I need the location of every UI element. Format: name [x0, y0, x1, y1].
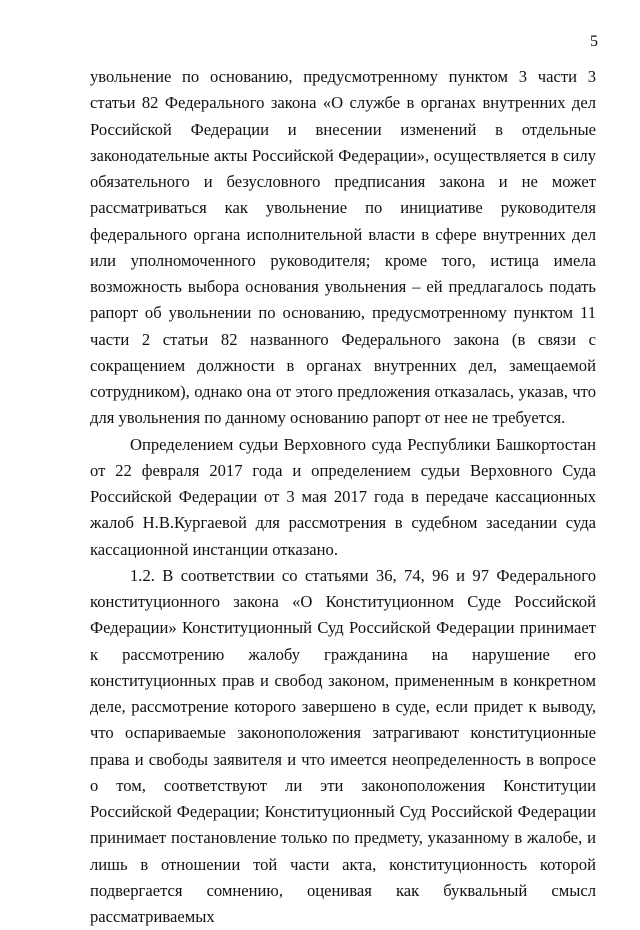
paragraph-court-ruling: Определением судьи Верховного суда Республики Башкортостан от 22 февраля 2017 года и определением судьи Верховного Суда Российской Федерации от 3 мая 2017 года в передаче кассационных жалоб Н.В.Кургаевой для рассмотрения в судебном заседании суда кассационной инстанции отказано.: [90, 434, 596, 559]
paragraph-continuation: увольнение по основанию, предусмотренному пунктом 3 части 3 статьи 82 Федерального закона «О службе в органах внутренних дел Российской Федерации и внесении изменений в отдельные законодательные акты Российской Федерации», осуществляется в силу обязательного и безусловного предписания закона и не может рассматриваться как увольнение по инициативе руководителя федерального органа исполнительной власти в сфере внутренних дел или уполномоченного руководителя; кроме того, истица имела возможность выбора основания увольнения – ей предлагалось подать рапорт об увольнении по основанию, предусмотренному пунктом 11 части 2 статьи 82 названного Федерального закона (в связи с сокращением должности в органах внутренних дел, замещаемой сотрудником), однако она от этого предложения отказалась, указав, что для увольнения по данному основанию рапорт от нее не требуется.: [90, 67, 596, 428]
paragraph-section-1-2: 1.2. В соответствии со статьями 36, 74, 96 и 97 Федерального конституционного закона «О Конституционном Суде Российской Федерации» Конституционный Суд Российской Федерации принимает к рассмотрению жалобу гражданина на нарушение его конституционных прав и свобод законом, примененным в конкретном деле, рассмотрение которого завершено в суде, если придет к выводу, что оспариваемые законоположения затрагивают конституционные права и свободы заявителя и что имеется неопределенность в вопросе о том, соответствуют ли эти законоположения Конституции Российской Федерации; Конституционный Суд Российской Федерации принимает постановление только по предмету, указанному в жалобе, и лишь в отношении той части акта, конституционность которой подвергается сомнению, оценивая как буквальный смысл рассматриваемых: [90, 565, 596, 926]
document-body: [90, 64, 596, 930]
page-number: 5: [590, 33, 598, 50]
